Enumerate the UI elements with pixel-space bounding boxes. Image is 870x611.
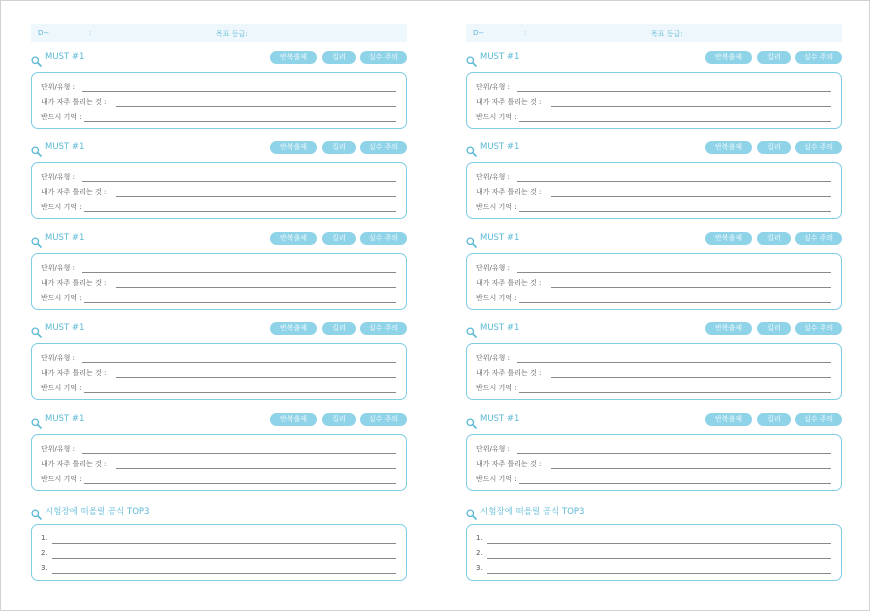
formula-section-header <box>31 504 407 518</box>
must-section-header <box>466 232 842 246</box>
must-card <box>31 72 407 129</box>
field-label: 단위/유형 : <box>476 264 510 272</box>
write-line[interactable] <box>82 91 396 92</box>
field-label: 내가 자주 틀리는 것 : <box>476 460 542 468</box>
card-field-row <box>476 96 831 108</box>
magnifier-icon <box>466 414 477 425</box>
tag-killer[interactable]: 킬러 <box>322 51 356 64</box>
must-section-header <box>466 322 842 336</box>
formula-number: 2. <box>476 549 483 557</box>
card-field-row <box>41 111 396 123</box>
tag-caution[interactable]: 실수 주의 <box>360 232 407 245</box>
card-field-row <box>476 473 831 485</box>
must-section-header <box>466 51 842 65</box>
field-label: 반드시 기억 : <box>476 113 517 121</box>
must-title: MUST #1 <box>45 142 85 152</box>
tag-repeat[interactable]: 반복출제 <box>705 232 752 245</box>
must-section-header <box>31 322 407 336</box>
write-line[interactable] <box>551 287 831 288</box>
must-card <box>31 343 407 400</box>
must-card <box>31 434 407 491</box>
card-field-row <box>41 473 396 485</box>
write-line[interactable] <box>116 196 396 197</box>
formula-card <box>31 524 407 581</box>
card-field-row <box>41 186 396 198</box>
card-field-row <box>476 186 831 198</box>
field-label: 단위/유형 : <box>476 173 510 181</box>
write-line[interactable] <box>551 106 831 107</box>
field-label: 반드시 기억 : <box>41 475 82 483</box>
write-line[interactable] <box>551 377 831 378</box>
formula-section-header <box>466 504 842 518</box>
card-field-row <box>476 81 831 93</box>
card-field-row <box>476 262 831 274</box>
tag-caution[interactable]: 실수 주의 <box>795 232 842 245</box>
field-label: 단위/유형 : <box>41 83 75 91</box>
must-title: MUST #1 <box>480 233 520 243</box>
field-label: 내가 자주 틀리는 것 : <box>41 460 107 468</box>
magnifier-icon <box>466 233 477 244</box>
card-field-row <box>41 81 396 93</box>
must-section-header <box>466 141 842 155</box>
write-line[interactable] <box>487 573 831 574</box>
card-field-row <box>476 443 831 455</box>
formula-number: 1. <box>476 534 483 542</box>
tag-caution[interactable]: 실수 주의 <box>360 51 407 64</box>
field-label: 내가 자주 틀리는 것 : <box>476 369 542 377</box>
goal-grade-label: 목표 등급: <box>216 30 248 38</box>
write-line[interactable] <box>82 362 396 363</box>
must-section-header <box>31 232 407 246</box>
dday-colon: : <box>89 29 92 37</box>
write-line[interactable] <box>519 392 831 393</box>
card-field-row <box>41 201 396 213</box>
tag-killer[interactable]: 킬러 <box>322 413 356 426</box>
magnifier-icon <box>31 414 42 425</box>
write-line[interactable] <box>84 392 396 393</box>
must-card <box>466 434 842 491</box>
formula-number: 1. <box>41 534 48 542</box>
field-label: 단위/유형 : <box>476 445 510 453</box>
write-line[interactable] <box>519 483 831 484</box>
must-section-header <box>31 51 407 65</box>
must-card <box>466 253 842 310</box>
formula-number: 3. <box>476 564 483 572</box>
write-line[interactable] <box>487 558 831 559</box>
tag-repeat[interactable]: 반복출제 <box>270 51 317 64</box>
write-line[interactable] <box>551 468 831 469</box>
field-label: 내가 자주 틀리는 것 : <box>476 188 542 196</box>
write-line[interactable] <box>52 558 396 559</box>
dday-label: D− <box>473 29 485 37</box>
tag-caution[interactable]: 실수 주의 <box>360 322 407 335</box>
write-line[interactable] <box>517 362 831 363</box>
write-line[interactable] <box>82 272 396 273</box>
field-label: 반드시 기억 : <box>476 203 517 211</box>
formula-row <box>41 533 396 545</box>
tag-caution[interactable]: 실수 주의 <box>795 322 842 335</box>
magnifier-icon <box>31 233 42 244</box>
field-label: 단위/유형 : <box>476 83 510 91</box>
magnifier-icon <box>31 505 42 516</box>
field-label: 반드시 기억 : <box>476 384 517 392</box>
must-card <box>31 253 407 310</box>
card-field-row <box>41 292 396 304</box>
field-label: 단위/유형 : <box>41 173 75 181</box>
tag-repeat[interactable]: 반복출제 <box>270 413 317 426</box>
write-line[interactable] <box>84 302 396 303</box>
tag-caution[interactable]: 실수 주의 <box>360 413 407 426</box>
card-field-row <box>41 171 396 183</box>
tag-killer[interactable]: 킬러 <box>757 413 791 426</box>
must-title: MUST #1 <box>480 414 520 424</box>
tag-repeat[interactable]: 반복출제 <box>705 51 752 64</box>
write-line[interactable] <box>519 302 831 303</box>
write-line[interactable] <box>517 272 831 273</box>
must-card <box>31 162 407 219</box>
tag-repeat[interactable]: 반복출제 <box>705 141 752 154</box>
write-line[interactable] <box>519 121 831 122</box>
tag-repeat[interactable]: 반복출제 <box>270 232 317 245</box>
tag-killer[interactable]: 킬러 <box>322 322 356 335</box>
write-line[interactable] <box>82 453 396 454</box>
write-line[interactable] <box>519 211 831 212</box>
card-field-row <box>41 262 396 274</box>
magnifier-icon <box>466 52 477 63</box>
field-label: 내가 자주 틀리는 것 : <box>476 279 542 287</box>
tag-killer[interactable]: 킬러 <box>322 141 356 154</box>
write-line[interactable] <box>52 543 396 544</box>
must-card <box>466 72 842 129</box>
tag-repeat[interactable]: 반복출제 <box>270 322 317 335</box>
write-line[interactable] <box>84 121 396 122</box>
dday-goal-bar <box>31 24 407 42</box>
dday-colon: : <box>524 29 527 37</box>
tag-caution[interactable]: 실수 주의 <box>795 413 842 426</box>
magnifier-icon <box>466 142 477 153</box>
card-field-row <box>476 458 831 470</box>
card-field-row <box>476 201 831 213</box>
card-field-row <box>476 382 831 394</box>
field-label: 반드시 기억 : <box>476 294 517 302</box>
must-card <box>466 343 842 400</box>
formula-row <box>476 563 831 575</box>
card-field-row <box>476 367 831 379</box>
field-label: 내가 자주 틀리는 것 : <box>476 98 542 106</box>
card-field-row <box>476 352 831 364</box>
tag-repeat[interactable]: 반복출제 <box>705 322 752 335</box>
tag-killer[interactable]: 킬러 <box>322 232 356 245</box>
field-label: 단위/유형 : <box>476 354 510 362</box>
field-label: 단위/유형 : <box>41 354 75 362</box>
field-label: 반드시 기억 : <box>41 203 82 211</box>
formula-title: 시험장에 떠올릴 공식 TOP3 <box>45 507 150 517</box>
card-field-row <box>41 458 396 470</box>
card-field-row <box>41 382 396 394</box>
must-title: MUST #1 <box>480 142 520 152</box>
field-label: 반드시 기억 : <box>41 384 82 392</box>
right-page <box>435 0 870 611</box>
formula-row <box>476 548 831 560</box>
formula-card <box>466 524 842 581</box>
write-line[interactable] <box>116 106 396 107</box>
field-label: 단위/유형 : <box>41 445 75 453</box>
card-field-row <box>476 277 831 289</box>
tag-repeat[interactable]: 반복출제 <box>270 141 317 154</box>
tag-killer[interactable]: 킬러 <box>757 51 791 64</box>
formula-row <box>41 563 396 575</box>
magnifier-icon <box>466 323 477 334</box>
card-field-row <box>41 443 396 455</box>
card-field-row <box>476 111 831 123</box>
magnifier-icon <box>31 52 42 63</box>
tag-caution[interactable]: 실수 주의 <box>360 141 407 154</box>
must-section-header <box>31 413 407 427</box>
magnifier-icon <box>31 142 42 153</box>
field-label: 내가 자주 틀리는 것 : <box>41 369 107 377</box>
field-label: 내가 자주 틀리는 것 : <box>41 279 107 287</box>
write-line[interactable] <box>84 211 396 212</box>
formula-row <box>476 533 831 545</box>
write-line[interactable] <box>551 196 831 197</box>
tag-repeat[interactable]: 반복출제 <box>705 413 752 426</box>
magnifier-icon <box>31 323 42 334</box>
tag-caution[interactable]: 실수 주의 <box>795 51 842 64</box>
card-field-row <box>476 292 831 304</box>
write-line[interactable] <box>487 543 831 544</box>
must-title: MUST #1 <box>45 52 85 62</box>
must-title: MUST #1 <box>480 323 520 333</box>
write-line[interactable] <box>517 181 831 182</box>
write-line[interactable] <box>116 287 396 288</box>
write-line[interactable] <box>84 483 396 484</box>
formula-number: 2. <box>41 549 48 557</box>
must-title: MUST #1 <box>45 233 85 243</box>
field-label: 내가 자주 틀리는 것 : <box>41 98 107 106</box>
must-title: MUST #1 <box>480 52 520 62</box>
formula-number: 3. <box>41 564 48 572</box>
field-label: 내가 자주 틀리는 것 : <box>41 188 107 196</box>
write-line[interactable] <box>116 377 396 378</box>
field-label: 반드시 기억 : <box>476 475 517 483</box>
dday-goal-bar <box>466 24 842 42</box>
dday-label: D− <box>38 29 50 37</box>
must-title: MUST #1 <box>45 323 85 333</box>
write-line[interactable] <box>52 573 396 574</box>
must-title: MUST #1 <box>45 414 85 424</box>
must-section-header <box>466 413 842 427</box>
field-label: 단위/유형 : <box>41 264 75 272</box>
card-field-row <box>41 277 396 289</box>
must-card <box>466 162 842 219</box>
formula-title: 시험장에 떠올릴 공식 TOP3 <box>480 507 585 517</box>
write-line[interactable] <box>517 453 831 454</box>
tag-killer[interactable]: 킬러 <box>757 232 791 245</box>
formula-row <box>41 548 396 560</box>
write-line[interactable] <box>116 468 396 469</box>
tag-caution[interactable]: 실수 주의 <box>795 141 842 154</box>
card-field-row <box>41 367 396 379</box>
tag-killer[interactable]: 킬러 <box>757 141 791 154</box>
goal-grade-label: 목표 등급: <box>651 30 683 38</box>
card-field-row <box>41 352 396 364</box>
tag-killer[interactable]: 킬러 <box>757 322 791 335</box>
field-label: 반드시 기억 : <box>41 294 82 302</box>
write-line[interactable] <box>517 91 831 92</box>
card-field-row <box>476 171 831 183</box>
magnifier-icon <box>466 505 477 516</box>
must-section-header <box>31 141 407 155</box>
write-line[interactable] <box>82 181 396 182</box>
field-label: 반드시 기억 : <box>41 113 82 121</box>
card-field-row <box>41 96 396 108</box>
